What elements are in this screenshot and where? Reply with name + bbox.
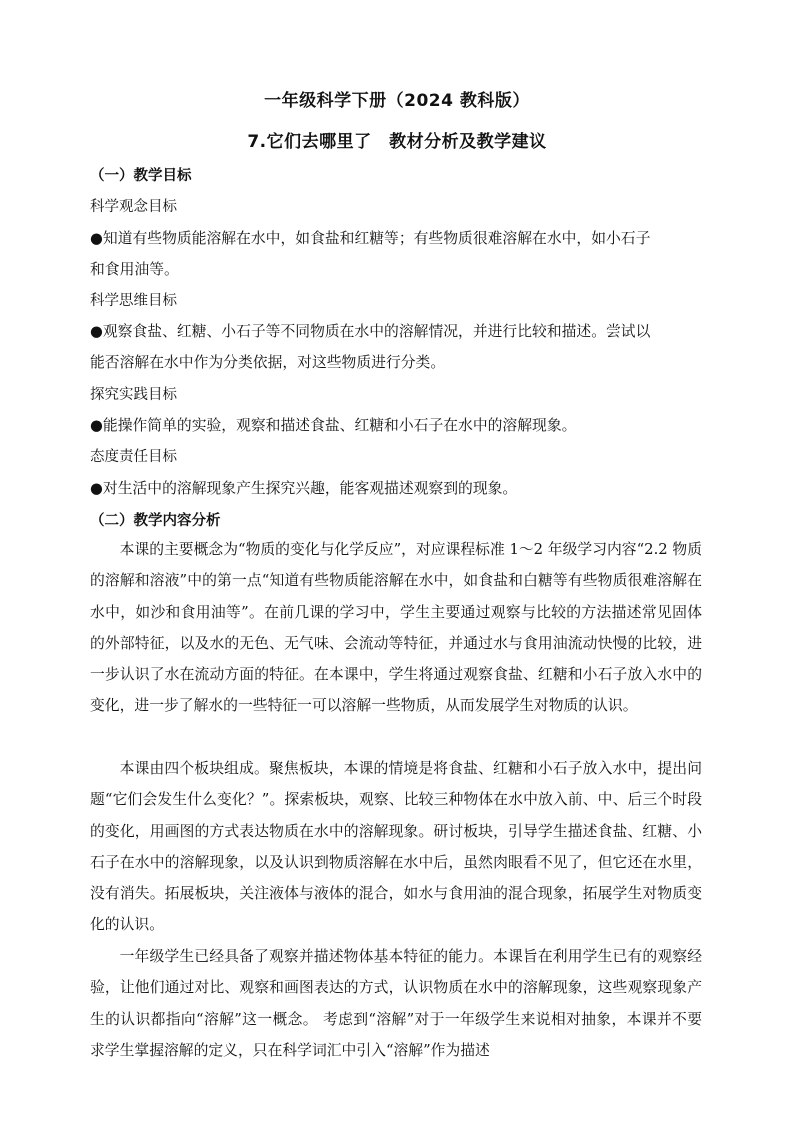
thinking-goal-line-1: ●观察食盐、红糖、小石子等不同物质在水中的溶解情况，并进行比较和描述。尝试以 bbox=[90, 323, 651, 340]
analysis-paragraph-2: 本课由四个板块组成。聚焦板块，本课的情境是将食盐、红糖和小石子放入水中，提出问题“它们会发生什么变化？”。探索板块，观察、比较三种物体在水中放入前、中、后三个时段的变化，用画图的方式表达物质在水中的溶解现象。研讨板块，引导学生描述食盐、红糖、小石子在水中的溶解现象，以及认识到物质溶解在水中后，虽然肉眼看不见了，但它还在水里，没有消失。拓展板块，关注液体与液体的混合，如水与食用油的混合现象，拓展学生对物质变化的认识。 bbox=[90, 760, 702, 934]
section-heading-analysis: （二）教学内容分析 bbox=[90, 513, 221, 529]
thinking-goal-line-2: 能否溶解在水中作为分类依据，对这些物质进行分类。 bbox=[90, 354, 446, 371]
section-heading-goals: （一）教学目标 bbox=[90, 168, 192, 184]
document-title: 一年级科学下册（2024 教科版） bbox=[264, 91, 530, 111]
practice-goal-line-1: ●能操作简单的实验，观察和描述食盐、红糖和小石子在水中的溶解现象。 bbox=[90, 417, 577, 434]
analysis-paragraph-3: 一年级学生已经具备了观察并描述物体基本特征的能力。本课旨在利用学生已有的观察经验，让他们通过对比、观察和画图表达的方式，认识物质在水中的溶解现象，这些观察现象产生的认识都指向“溶解”这一概念。 考虑到“溶解”对于一年级学生来说相对抽象，本课并不要求学生掌握溶解的定义，只在科学词汇中引入“溶解”作为描述 bbox=[90, 948, 702, 1059]
analysis-paragraph-1: 本课的主要概念为“物质的变化与化学反应”，对应课程标准 1～2 年级学习内容“2.2 物质的溶解和溶液”中的第一点“知道有些物质能溶解在水中，如食盐和白糖等有些物质很难溶解在水中，如沙和食用油等”。在前几课的学习中，学生主要通过观察与比较的方法描述常见固体的外部特征，以及水的无色、无气味、会流动等特征，并通过水与食用油流动快慢的比较，进一步认识了水在流动方面的特征。在本课中，学生将通过观察食盐、红糖和小石子放入水中的变化，进一步了解水的一些特征一可以溶解一些物质，从而发展学生对物质的认识。 bbox=[90, 541, 702, 715]
concept-goal-line-1: ●知道有些物质能溶解在水中，如食盐和红糖等；有些物质很难溶解在水中，如小石子 bbox=[90, 230, 651, 247]
concept-goal-label: 科学观念目标 bbox=[90, 199, 177, 215]
attitude-goal-label: 态度责任目标 bbox=[90, 449, 177, 465]
document-subtitle: 7.它们去哪里了 教材分析及教学建议 bbox=[247, 132, 547, 152]
practice-goal-label: 探究实践目标 bbox=[90, 387, 177, 403]
concept-goal-line-2: 和食用油等。 bbox=[90, 261, 179, 278]
thinking-goal-label: 科学思维目标 bbox=[90, 293, 177, 309]
attitude-goal-line-1: ●对生活中的溶解现象产生探究兴趣，能客观描述观察到的现象。 bbox=[90, 480, 518, 497]
